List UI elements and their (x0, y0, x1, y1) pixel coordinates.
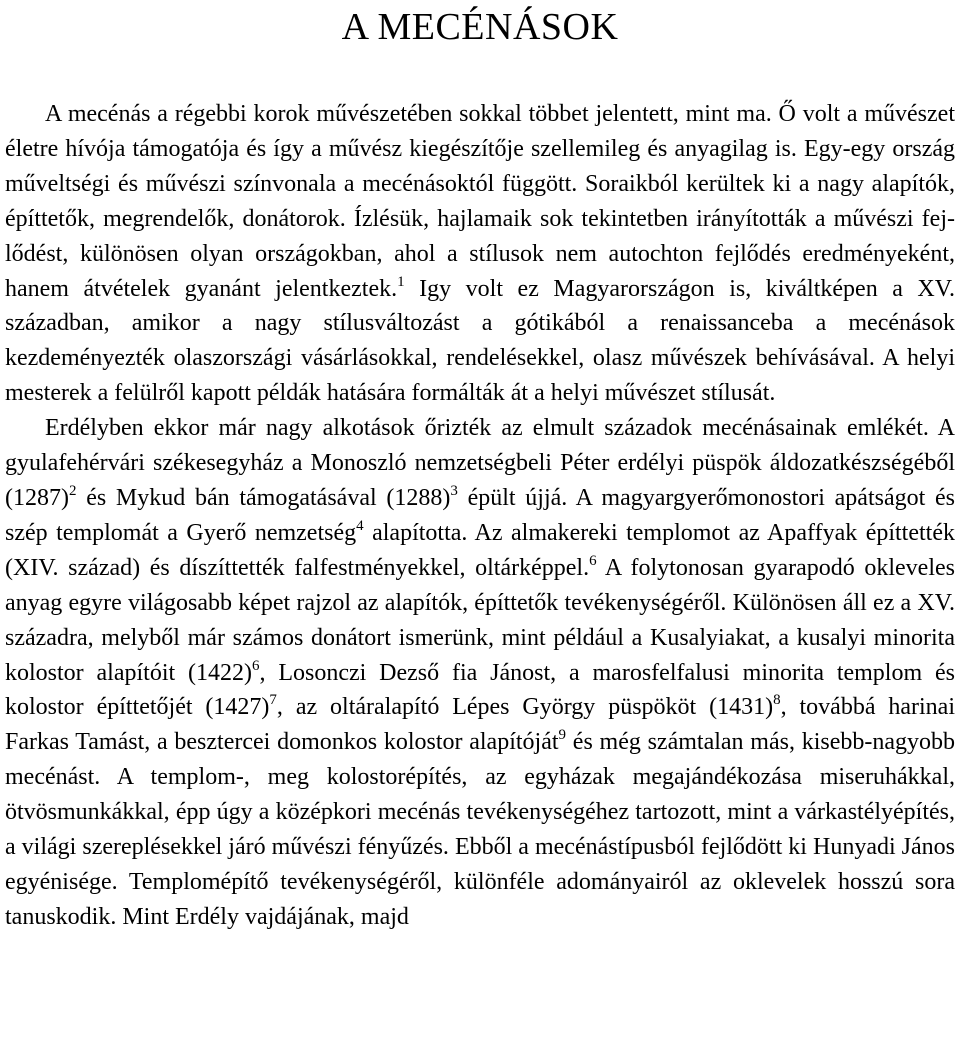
footnote-ref-1: 1 (397, 273, 405, 290)
paragraph-2-text-6: , Losonczi Dezső fia Jánost, a marosfelfalusi minorita templom és kolostor építtetőjét (1427) (5, 659, 955, 721)
footnote-ref-9: 9 (558, 727, 567, 744)
paragraph-2-text-9: és még számtalan más, kisebb-nagyobb mecénást. A templom-, meg kolostorépítés, az egyházak megajándékozása miseruhákkal, ötvösmunkákkal, épp úgy a középkori mecénás tevékenységéhez tartozott, mint a várkastélyépítés, a világi szereplésekkel járó művészi fényűzés. Ebből a mecénástípusból fejlődött ki Hunyadi János egyénisége. Templomépítő tevékenységéről, különféle adományairól az oklevelek hosszú sora tanuskodik. Mint Erdély vajdájának, majd (5, 729, 955, 930)
paragraph-2 (5, 411, 955, 935)
footnote-ref-3: 3 (450, 482, 458, 499)
paragraph-2-text-4: alapította. Az almakereki templomot az Apaffyak építtették (XIV. század) és díszíttették falfestményekkel, oltárképpel. (5, 519, 955, 581)
paragraph-1-text-1: A mecénás a régebbi korok művészetében sokkal többet jelentett, mint ma. Ő volt a művészet életre hívója támogatója és így a művész kiegészítője szellemileg és anyagilag is. Egy-egy ország műveltségi és művészi színvonala a mecénásoktól függött. Soraikból kerültek ki a nagy alapítók, építtetők, megrendelők, donátorok. Ízlésük, hajlamaik sok tekintetben irányították a művészi fejlődést, különösen olyan országokban, ahol a stílusok nem autochton fejlődés eredményeként, hanem átvételek gyanánt jelentkeztek. (5, 101, 955, 302)
paragraph-2-text-8: , továbbá harinai Farkas Tamást, a besztercei domonkos kolostor alapítóját (5, 694, 955, 756)
footnote-ref-5: 6 (589, 552, 597, 569)
paragraph-2-text-2: és Mykud bán támogatásával (1288) (76, 484, 451, 511)
page-title: A MECÉNÁSOK (341, 6, 619, 48)
paragraph-2-text-1: Erdélyben ekkor már nagy alkotások őrizték az elmult századok mecénásainak emlékét. A gyulafehérvári székesegyház a Monoszló nemzetségbeli Péter erdélyi püspök áldozatkészségéből (1287) (5, 415, 955, 511)
article-body (5, 97, 955, 935)
paragraph-2-text-5: A folytonosan gyarapodó okleveles anyag egyre világosabb képet rajzol az alapítók, építtetők tevékenységéről. Különösen áll ez a XV. századra, melyből már számos donátort ismerünk, mint például a Kusalyiakat, a kusalyi minorita kolostor alapítóit (1422) (5, 554, 955, 686)
paragraph-1 (5, 97, 955, 411)
paragraph-2-text-3: épült újjá. A magyargyerőmonostori apátságot és szép templomát a Gyerő nemzetség (5, 484, 956, 546)
footnote-ref-6: 6 (252, 657, 260, 674)
footnote-ref-8: 8 (773, 692, 781, 709)
footnote-ref-7: 7 (269, 692, 277, 709)
paragraph-1-text-2: Igy volt ez Magyarországon is, kiváltképen a XV. században, amikor a nagy stílusváltozást a gótikából a renaissanceba a mecénások kezdeményezték olaszországi vásárlásokkal, rendelésekkel, olasz művészek behívásával. A helyi mesterek a felülről kapott példák hatására formálták át a helyi művészet stílusát. (5, 275, 955, 407)
footnote-ref-2: 2 (68, 482, 77, 499)
paragraph-2-text-7: , az oltáralapító Lépes György püspököt (1431) (276, 694, 774, 721)
footnote-ref-4: 4 (356, 517, 364, 534)
